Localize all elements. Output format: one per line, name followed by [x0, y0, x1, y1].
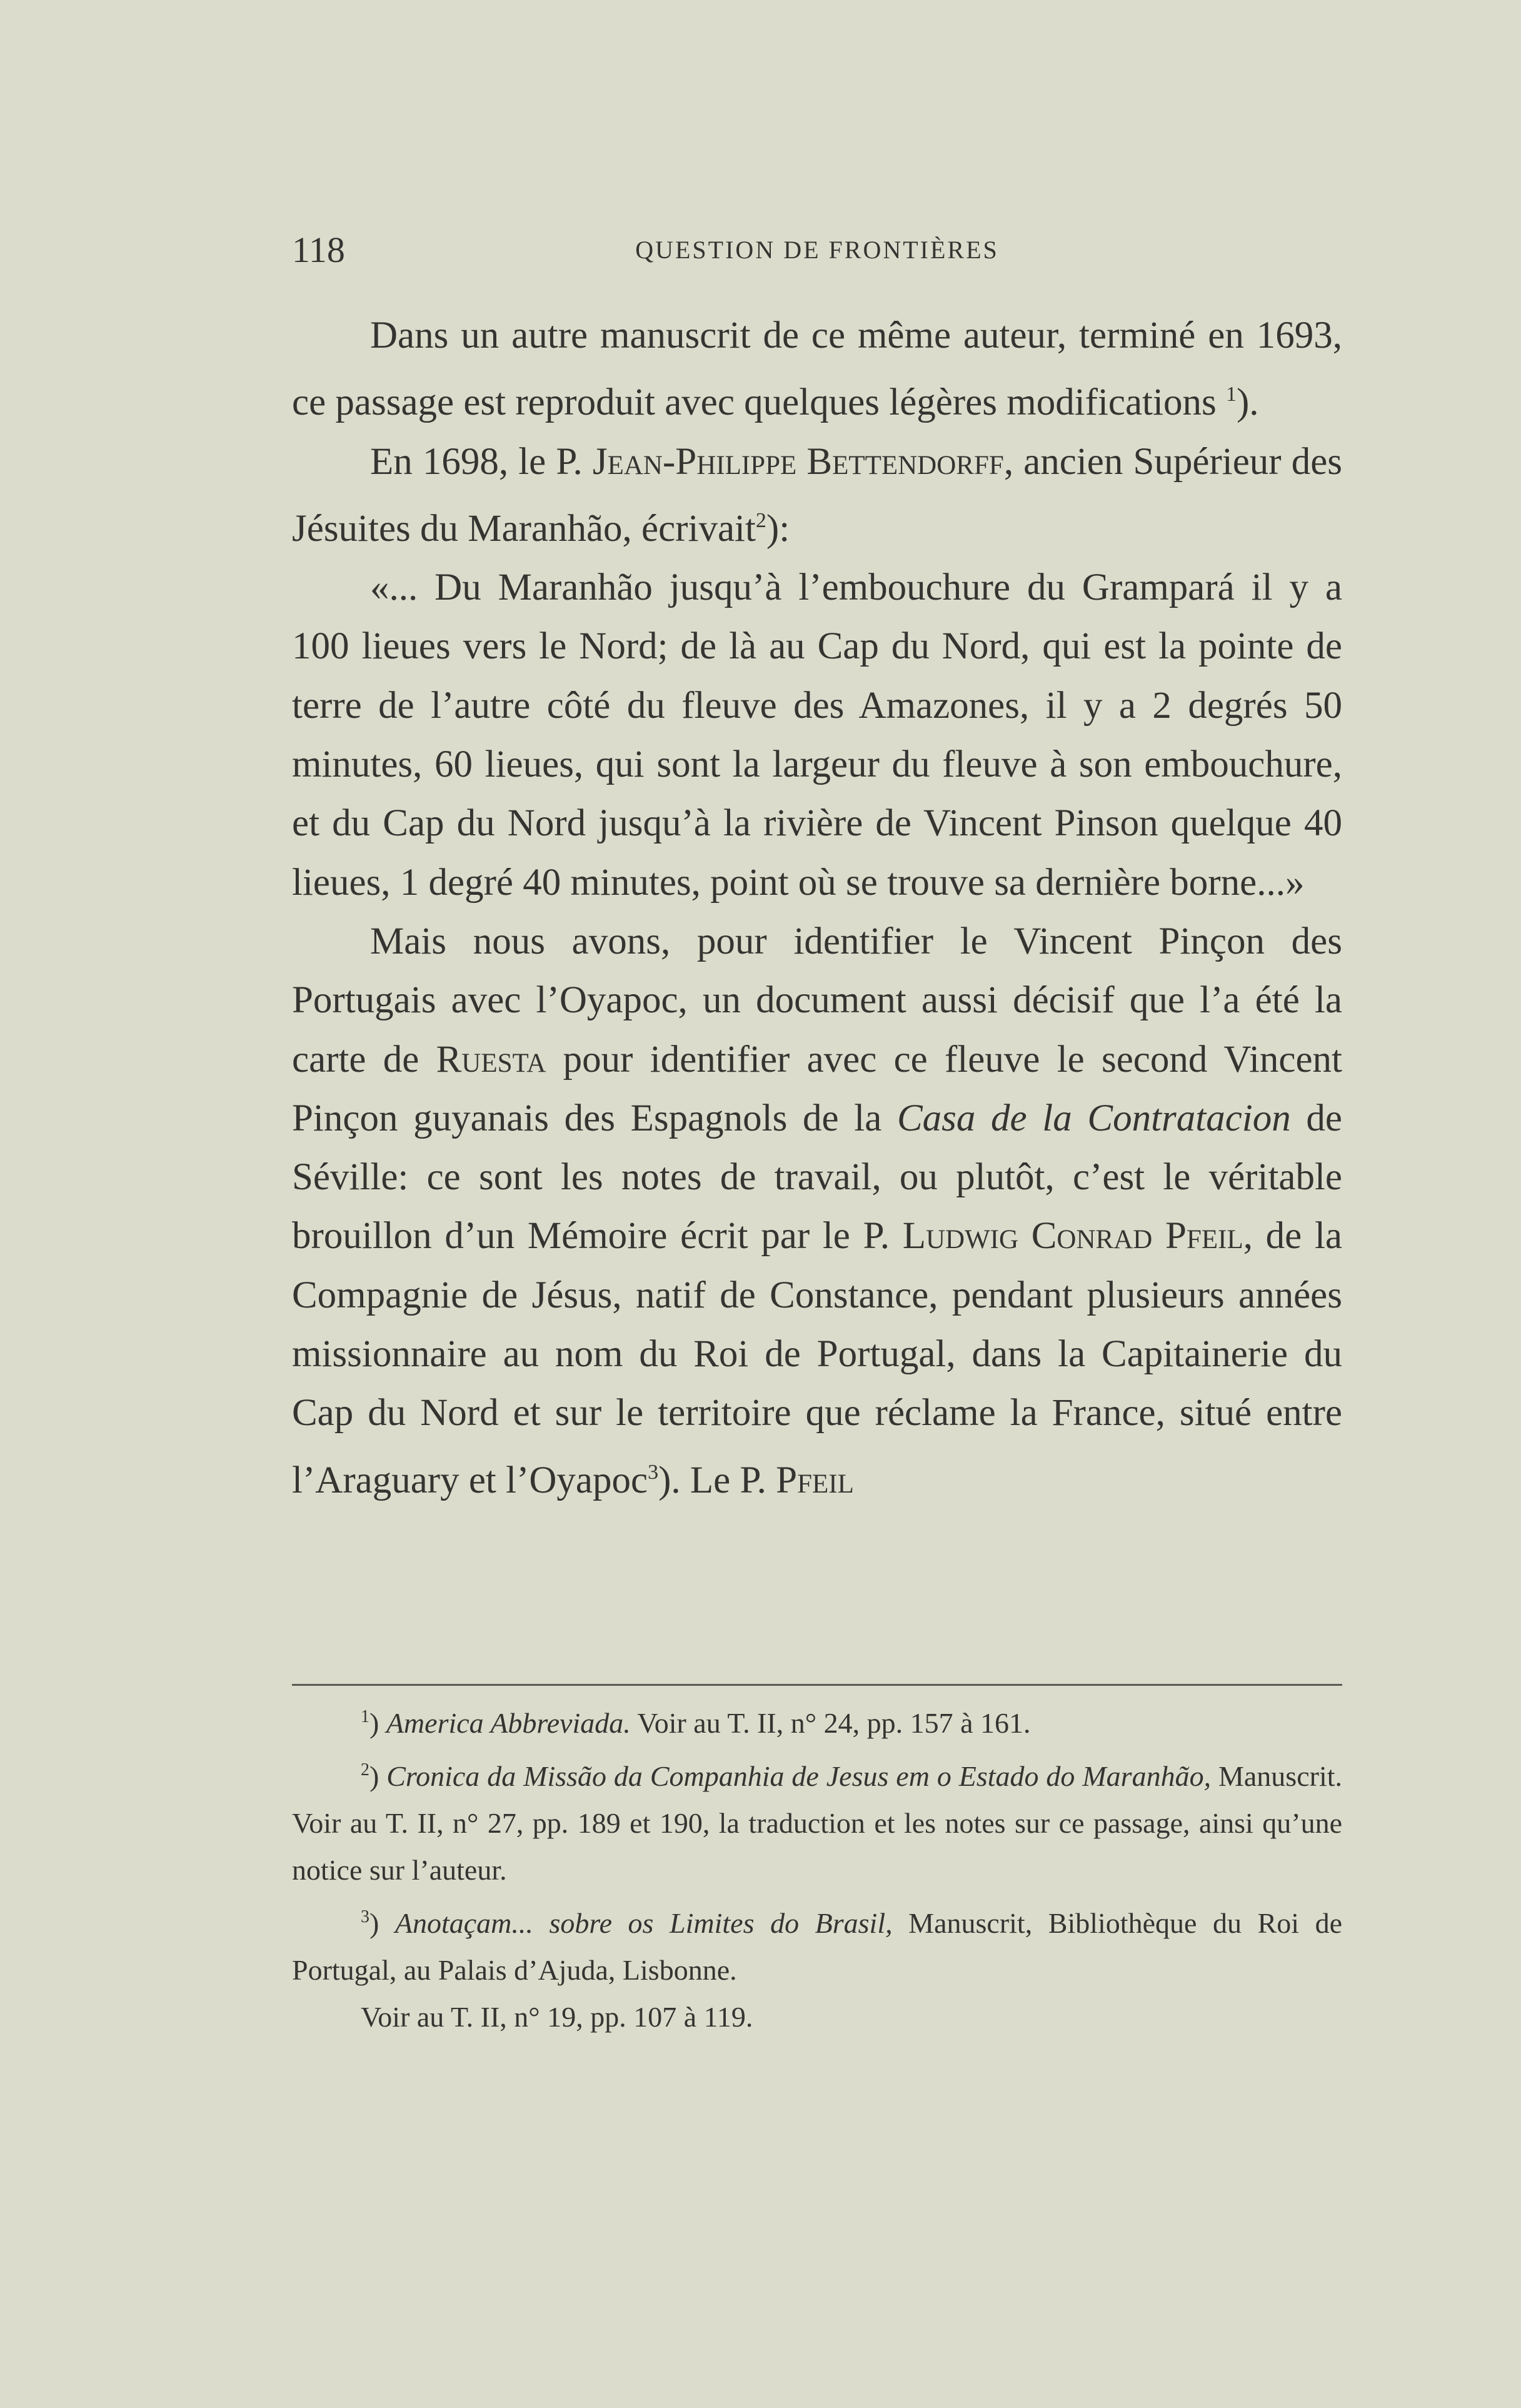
running-title: QUESTION DE FRONTIÈRES [635, 236, 999, 264]
footnote-ref-3: 3 [648, 1460, 659, 1484]
author-name-ruesta: Ruesta [436, 1038, 546, 1081]
paragraph-4-text-cont: pour identifier avec ce fleuve le second Vincent Pinçon guyanais des Espagnols de la [292, 1038, 1342, 1139]
casa-title: Casa de la Contratacion [896, 1097, 1291, 1139]
paragraph-1 [292, 306, 1342, 433]
footnotes [292, 1693, 1342, 2040]
paragraph-4-text-cont-3: , de la Compagnie de Jésus, natif de Constance, pendant plusieurs années missionnaire au nom du Roi de Portugal, dans la Capitainerie du Cap du Nord et sur le territoire que réclame la France, situé entre l’Araguary et l’Oyapoc [292, 1215, 1342, 1501]
footnote-3-text: Manuscrit, Bibliothèque du Roi de Portugal, au Palais d’Ajuda, Lisbonne. [292, 1907, 1342, 1986]
paragraph-4-text: Mais nous avons, pour identifier le Vincent Pinçon des Portugais avec l’Oyapoc, un document aussi décisif que l’a été la carte de [292, 920, 1342, 1081]
author-name-pfeil: Pfeil [776, 1459, 854, 1501]
footnote-2-text: Manuscrit. Voir au T. II, n° 27, pp. 189 et 190, la traduction et les notes sur ce passage, ainsi qu’une notice sur l’auteur. [292, 1760, 1343, 1886]
footnote-mark-3: 3 [361, 1907, 369, 1927]
paragraph-1-text: Dans un autre manuscrit de ce même auteur, terminé en 1693, ce passage est reproduit avec quelques légères modifications [292, 315, 1342, 424]
page-header [292, 225, 1342, 275]
footnote-ref-2: 2 [755, 508, 766, 532]
main-text [292, 306, 1342, 1510]
paragraph-4-text-cont-4: ). Le P. [658, 1459, 776, 1501]
footnote-3-continued: Voir au T. II, n° 19, pp. 107 à 119. [361, 2001, 753, 2033]
footnote-ref-1: 1 [1225, 383, 1237, 406]
footnote-3-title: Anotaçam... sobre os Limites do Brasil, [394, 1907, 893, 1939]
paragraph-4 [292, 912, 1342, 1510]
footnote-mark-2: 2 [361, 1760, 369, 1780]
footnote-2-title: Cronica da Missão da Companhia de Jesus em o Estado do Maranhão, [386, 1760, 1212, 1792]
footnote-1-text: Voir au T. II, n° 24, pp. 157 à 161. [630, 1707, 1031, 1739]
author-name-bettendorff: Jean-Philippe Bettendorff [592, 440, 1004, 483]
paragraph-1-end: ). [1236, 381, 1259, 424]
footnote-1: $^1$) America Abbreviada. Voir au T. II, n° 24, pp. 157 à 161. [361, 1707, 1031, 1739]
paragraph-4-text-cont-2: de Séville: ce sont les notes de travail, ou plutôt, c’est le véritable brouillon d’un Mémoire écrit par le P. [292, 1097, 1342, 1257]
paragraph-2-text-cont: , ancien Supérieur des Jésuites du Maranhão, écrivait [292, 440, 1343, 550]
footnote-2: $^2$) Cronica da Missão da Companhia de Jesus em o Estado do Maranhão, Manuscrit. Voir au T. II, n° 27, pp. 189 et 190, la traduction et les notes sur ce passage, ainsi qu’une notice sur l’auteur. [292, 1760, 1343, 1886]
paragraph-2-text: En 1698, le P. [370, 440, 593, 483]
footnote-3: $^3$) Anotaçam... sobre os Limites do Brasil, Manuscrit, Bibliothèque du Roi de Portugal, au Palais d’Ajuda, Lisbonne. [292, 1907, 1342, 1986]
author-name-pfeil-full: Ludwig Conrad Pfeil [902, 1215, 1243, 1257]
paragraph-3-quote: «... Du Maranhão jusqu’à l’embouchure du Grampará il y a 100 lieues vers le Nord; de là au Cap du Nord, qui est la pointe de terre de l’autre côté du fleuve des Amazones, il y a 2 degrés 50 minutes, 60 lieues, qui sont la largeur du fleuve à son embouchure, et du Cap du Nord jusqu’à la rivière de Vincent Pinson quelque 40 lieues, 1 degré 40 minutes, point où se trouve sa dernière borne...» [292, 567, 1342, 904]
paragraph-2-end: ): [766, 507, 790, 550]
page-number: 118 [292, 229, 345, 270]
footnote-divider [292, 1684, 1342, 1686]
footnote-mark-1: 1 [361, 1707, 369, 1726]
paragraph-2 [292, 433, 1342, 559]
footnote-1-title: America Abbreviada. [386, 1707, 631, 1739]
